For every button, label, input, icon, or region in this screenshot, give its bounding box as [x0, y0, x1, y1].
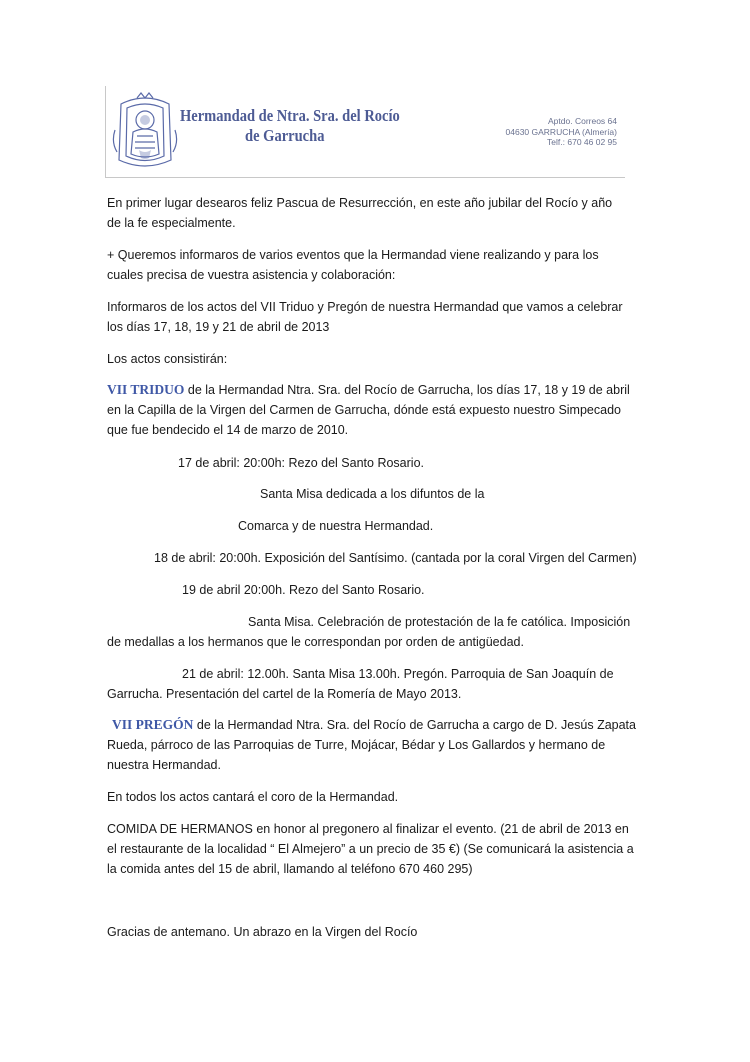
triduo-line-1: [107, 380, 630, 401]
greeting-line-1: En primer lugar desearos feliz Pascua de Resurrección, en este año jubilar del Rocío y año: [107, 196, 613, 210]
letterhead-title: Hermandad de Ntra. Sra. del Rocío: [180, 106, 400, 125]
brotherhood-seal-icon: [111, 90, 179, 174]
triduo-text-1: de la Hermandad Ntra. Sra. del Rocío de Garrucha, los días 17, 18 y 19 de abril: [184, 383, 630, 397]
pregon-line-2: Rueda, párroco de las Parroquias de Turre, Mojácar, Bédar y Los Gallardos y hermano de: [107, 738, 606, 752]
schedule-day21-cont: Garrucha. Presentación del cartel de la Romería de Mayo 2013.: [107, 687, 462, 701]
schedule-day21: 21 de abril: 12.00h. Santa Misa 13.00h. Pregón. Parroquia de San Joaquín de: [182, 667, 614, 681]
schedule-day19-mass-cont: de medallas a los hermanos que le correspondan por orden de antigüedad.: [107, 635, 524, 649]
pregon-text-1: de la Hermandad Ntra. Sra. del Rocío de Garrucha a cargo de D. Jesús Zapata: [193, 718, 636, 732]
pregon-line-1: [112, 715, 636, 736]
events-intro-line-2: cuales precisa de vuestra asistencia y colaboración:: [107, 268, 396, 282]
acts-intro-line-2: los días 17, 18, 19 y 21 de abril de 2013: [107, 320, 330, 334]
schedule-day17-mass-cont: Comarca y de nuestra Hermandad.: [238, 519, 434, 533]
pregon-line-3: nuestra Hermandad.: [107, 758, 221, 772]
greeting-line-2: de la fe especialmente.: [107, 216, 236, 230]
letterhead-left-rule: [105, 86, 106, 178]
letterhead-address: [506, 116, 617, 148]
schedule-day17-mass: Santa Misa dedicada a los difuntos de la: [260, 487, 485, 501]
triduo-heading: VII TRIDUO: [107, 382, 185, 397]
pregon-heading: VII PREGÓN: [112, 717, 194, 732]
triduo-line-3: que fue bendecido el 14 de marzo de 2010.: [107, 423, 349, 437]
schedule-day18: 18 de abril: 20:00h. Exposición del Santísimo. (cantada por la coral Virgen del Carmen): [154, 551, 637, 565]
schedule-day17: 17 de abril: 20:00h: Rezo del Santo Rosario.: [178, 456, 424, 470]
closing-line: Gracias de antemano. Un abrazo en la Virgen del Rocío: [107, 925, 418, 939]
address-line-city: 04630 GARRUCHA (Almería): [505, 126, 617, 137]
events-intro-line-1: + Queremos informaros de varios eventos que la Hermandad viene realizando y para los: [107, 248, 599, 262]
acts-label: Los actos consistirán:: [107, 352, 228, 366]
schedule-day19-mass: Santa Misa. Celebración de protestación de la fe católica. Imposición: [248, 615, 631, 629]
letterhead-subtitle: de Garrucha: [245, 126, 325, 145]
choir-line: En todos los actos cantará el coro de la Hermandad.: [107, 790, 399, 804]
lunch-line-2: el restaurante de la localidad “ El Almejero” a un precio de 35 €) (Se comunicará la asistencia a: [107, 842, 634, 856]
letterhead-bottom-rule: [105, 177, 625, 178]
triduo-line-2: en la Capilla de la Virgen del Carmen de Garrucha, dónde está expuesto nuestro Simpecado: [107, 403, 621, 417]
lunch-line-1: COMIDA DE HERMANOS en honor al pregonero al finalizar el evento. (21 de abril de 2013 en: [107, 822, 629, 836]
acts-intro-line-1: Informaros de los actos del VII Triduo y Pregón de nuestra Hermandad que vamos a celebrar: [107, 300, 623, 314]
schedule-day19: 19 de abril 20:00h. Rezo del Santo Rosario.: [182, 583, 425, 597]
lunch-line-3: la comida antes del 15 de abril, llamando al teléfono 670 460 295): [107, 862, 473, 876]
letterhead: [105, 86, 625, 178]
address-line-phone: Telf.: 670 46 02 95: [547, 137, 617, 147]
address-line-po-box: Aptdo. Correos 64: [548, 116, 617, 126]
